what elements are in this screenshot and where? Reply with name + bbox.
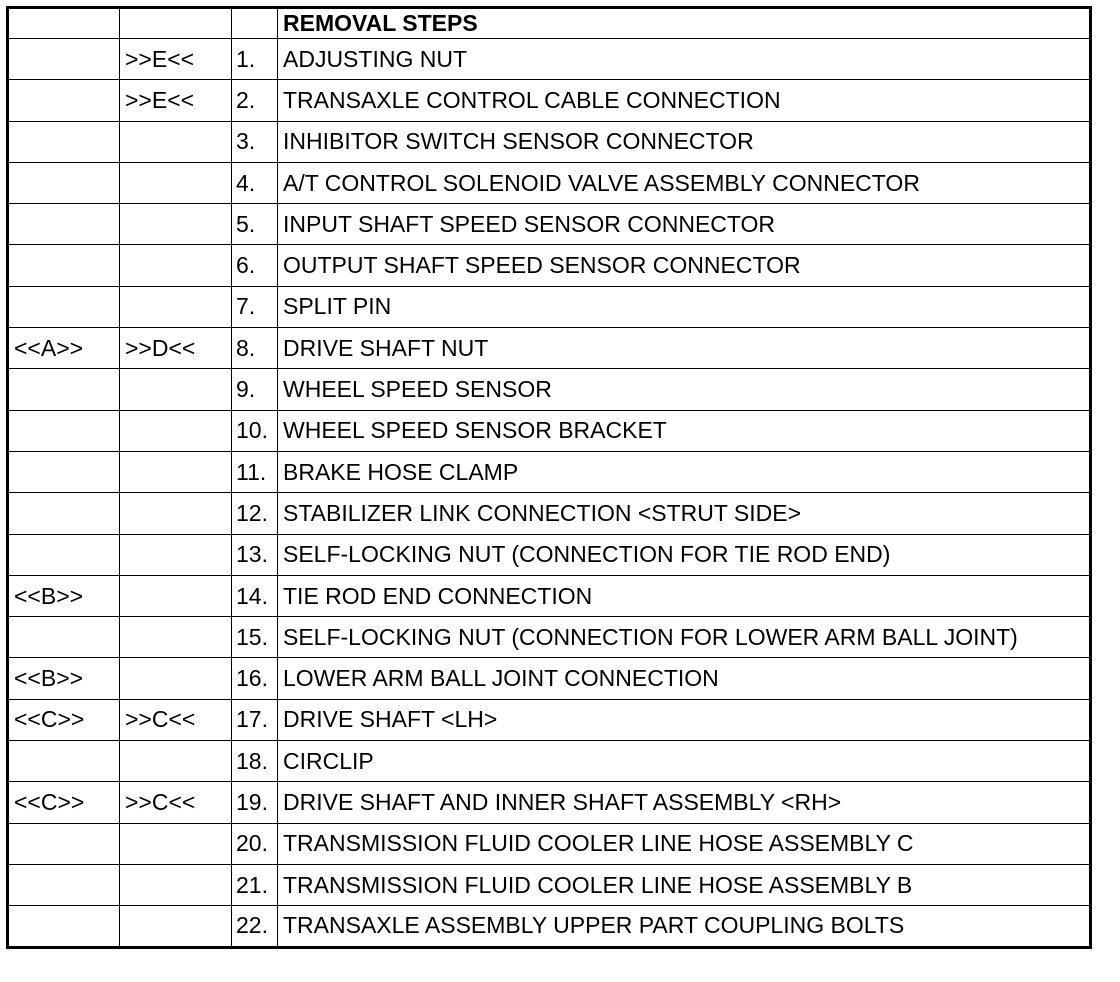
cell-step-number: 3. [232,121,278,162]
cell-step-description: OUTPUT SHAFT SPEED SENSOR CONNECTOR [278,245,1091,286]
cell-step-description: BRAKE HOSE CLAMP [278,451,1091,492]
cell-step-description: INPUT SHAFT SPEED SENSOR CONNECTOR [278,204,1091,245]
cell-installation-service-point: >>C<< [120,699,232,740]
cell-installation-service-point: >>E<< [120,80,232,121]
cell-removal-service-point [8,39,120,80]
cell-step-description: DRIVE SHAFT NUT [278,328,1091,369]
cell-removal-service-point [8,286,120,327]
table-row [8,782,1091,823]
cell-removal-service-point [8,410,120,451]
cell-step-number: 1. [232,39,278,80]
table-row [8,39,1091,80]
cell-step-number: 4. [232,162,278,203]
cell-removal-service-point [8,864,120,905]
table-row [8,906,1091,947]
cell-step-number: 21. [232,864,278,905]
cell-installation-service-point [120,864,232,905]
cell-step-description: CIRCLIP [278,741,1091,782]
header-cell-removal-ref [120,8,232,39]
cell-step-number: 10. [232,410,278,451]
cell-step-number: 13. [232,534,278,575]
cell-removal-service-point: <<B>> [8,658,120,699]
table-row [8,534,1091,575]
cell-removal-service-point [8,617,120,658]
cell-step-description: TRANSMISSION FLUID COOLER LINE HOSE ASSEMBLY C [278,823,1091,864]
cell-step-description: TRANSAXLE ASSEMBLY UPPER PART COUPLING BOLTS [278,906,1091,947]
cell-removal-service-point [8,741,120,782]
header-cell-step-number [232,8,278,39]
cell-step-number: 14. [232,575,278,616]
cell-step-description: DRIVE SHAFT AND INNER SHAFT ASSEMBLY <RH> [278,782,1091,823]
cell-installation-service-point [120,493,232,534]
table-row [8,121,1091,162]
cell-step-description: SPLIT PIN [278,286,1091,327]
cell-step-description: WHEEL SPEED SENSOR BRACKET [278,410,1091,451]
cell-removal-service-point [8,451,120,492]
table-row [8,245,1091,286]
cell-step-description: LOWER ARM BALL JOINT CONNECTION [278,658,1091,699]
cell-step-number: 12. [232,493,278,534]
table-row [8,823,1091,864]
cell-installation-service-point [120,823,232,864]
cell-installation-service-point [120,245,232,286]
table-row [8,864,1091,905]
cell-installation-service-point [120,121,232,162]
cell-step-number: 16. [232,658,278,699]
table-row [8,451,1091,492]
cell-removal-service-point: <<C>> [8,782,120,823]
cell-step-number: 5. [232,204,278,245]
table-row [8,658,1091,699]
cell-installation-service-point: >>E<< [120,39,232,80]
cell-removal-service-point [8,245,120,286]
cell-installation-service-point [120,162,232,203]
cell-step-description: TRANSAXLE CONTROL CABLE CONNECTION [278,80,1091,121]
table-row [8,410,1091,451]
cell-installation-service-point [120,451,232,492]
cell-step-number: 9. [232,369,278,410]
table-row [8,162,1091,203]
table-row [8,493,1091,534]
cell-installation-service-point [120,369,232,410]
cell-removal-service-point [8,121,120,162]
cell-removal-service-point: <<C>> [8,699,120,740]
removal-steps-body [8,8,1091,948]
cell-installation-service-point: >>D<< [120,328,232,369]
cell-step-description: TRANSMISSION FLUID COOLER LINE HOSE ASSEMBLY B [278,864,1091,905]
header-cell-installation-ref [8,8,120,39]
cell-removal-service-point [8,369,120,410]
table-header-row [8,8,1091,39]
cell-removal-service-point: <<A>> [8,328,120,369]
table-row [8,699,1091,740]
cell-step-number: 18. [232,741,278,782]
table-row [8,617,1091,658]
table-row [8,575,1091,616]
table-row [8,286,1091,327]
cell-installation-service-point [120,617,232,658]
cell-step-description: TIE ROD END CONNECTION [278,575,1091,616]
cell-installation-service-point [120,575,232,616]
cell-step-description: STABILIZER LINK CONNECTION <STRUT SIDE> [278,493,1091,534]
table-row [8,369,1091,410]
cell-installation-service-point [120,410,232,451]
cell-step-number: 8. [232,328,278,369]
cell-installation-service-point [120,204,232,245]
cell-removal-service-point [8,823,120,864]
table-row [8,741,1091,782]
table-row [8,328,1091,369]
cell-step-number: 15. [232,617,278,658]
cell-installation-service-point: >>C<< [120,782,232,823]
cell-step-description: DRIVE SHAFT <LH> [278,699,1091,740]
cell-step-description: INHIBITOR SWITCH SENSOR CONNECTOR [278,121,1091,162]
cell-installation-service-point [120,741,232,782]
cell-removal-service-point [8,80,120,121]
cell-installation-service-point [120,906,232,947]
table-title: REMOVAL STEPS [278,8,1091,39]
cell-installation-service-point [120,534,232,575]
removal-steps-table [6,6,1092,949]
cell-removal-service-point [8,493,120,534]
cell-step-number: 7. [232,286,278,327]
cell-step-description: SELF-LOCKING NUT (CONNECTION FOR TIE ROD END) [278,534,1091,575]
cell-removal-service-point [8,906,120,947]
cell-step-number: 22. [232,906,278,947]
cell-step-number: 20. [232,823,278,864]
cell-step-number: 19. [232,782,278,823]
cell-step-description: A/T CONTROL SOLENOID VALVE ASSEMBLY CONNECTOR [278,162,1091,203]
cell-step-number: 11. [232,451,278,492]
cell-step-number: 2. [232,80,278,121]
cell-removal-service-point [8,204,120,245]
cell-installation-service-point [120,286,232,327]
cell-removal-service-point [8,534,120,575]
cell-step-description: ADJUSTING NUT [278,39,1091,80]
cell-step-number: 17. [232,699,278,740]
cell-step-description: SELF-LOCKING NUT (CONNECTION FOR LOWER ARM BALL JOINT) [278,617,1091,658]
cell-removal-service-point [8,162,120,203]
cell-step-description: WHEEL SPEED SENSOR [278,369,1091,410]
cell-step-number: 6. [232,245,278,286]
table-row [8,80,1091,121]
cell-removal-service-point: <<B>> [8,575,120,616]
cell-installation-service-point [120,658,232,699]
table-row [8,204,1091,245]
